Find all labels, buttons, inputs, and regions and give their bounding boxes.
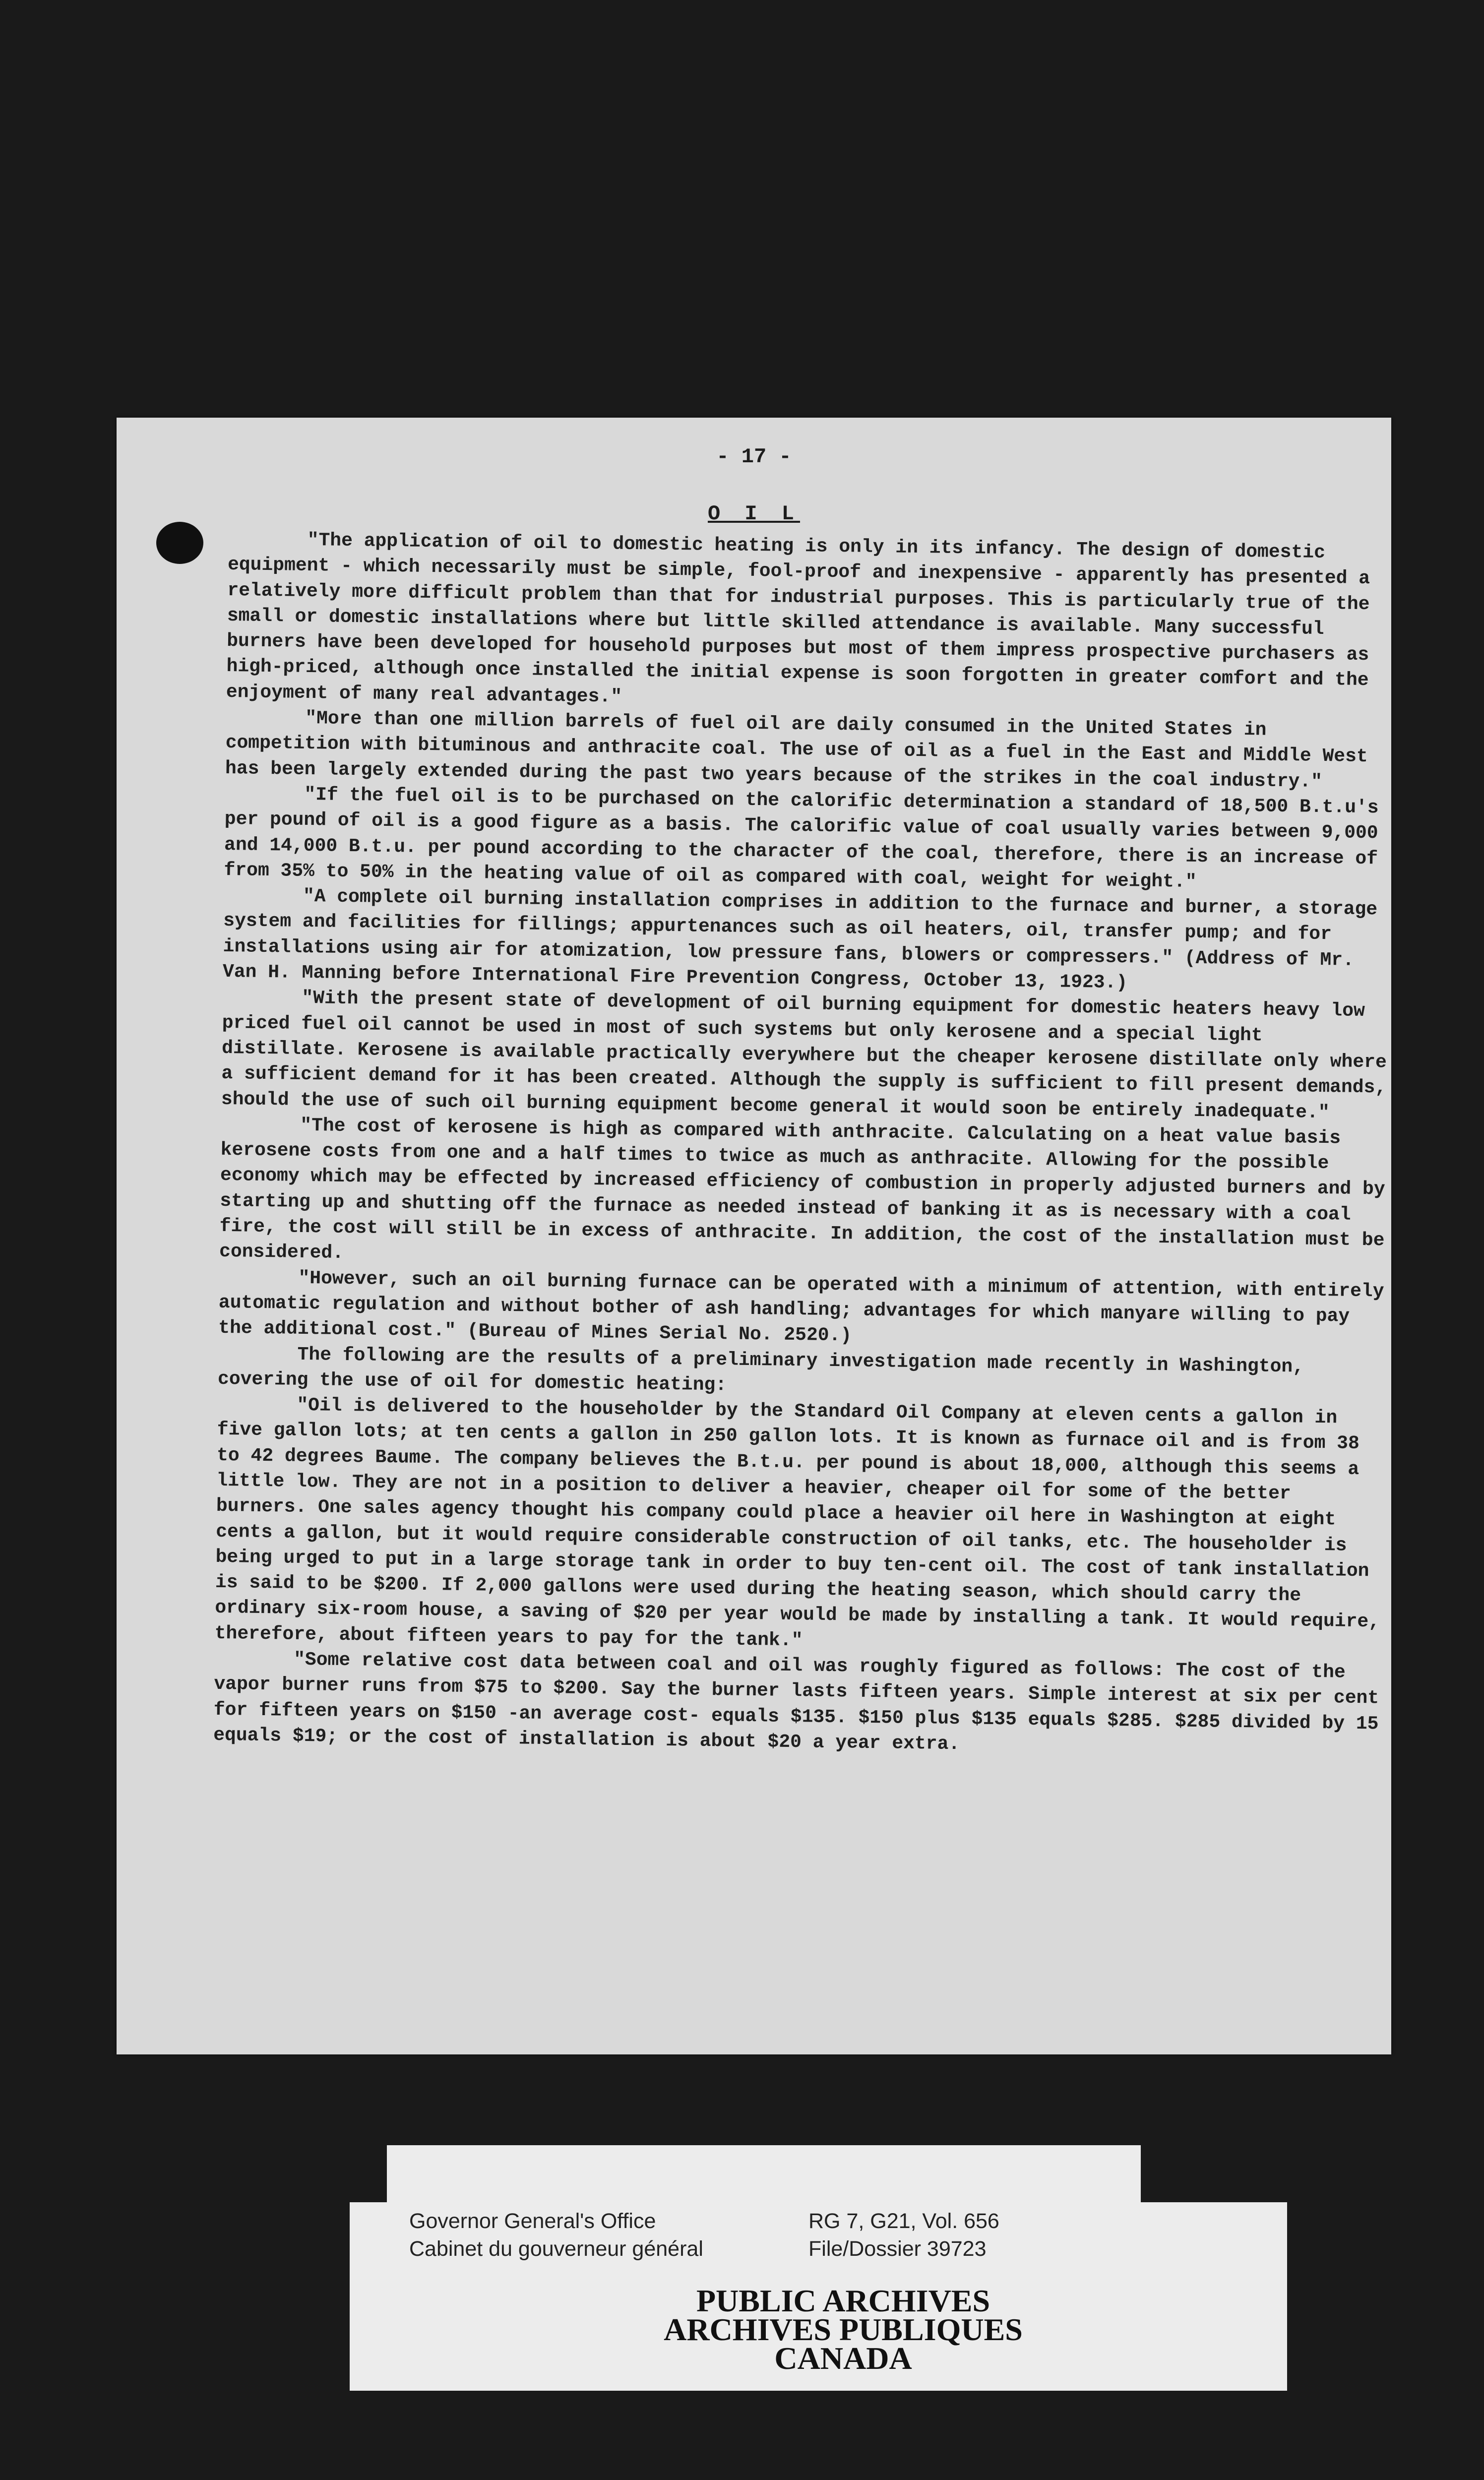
archive-reference-block xyxy=(808,2207,999,2263)
archive-stamp-line: ARCHIVES PUBLIQUES xyxy=(664,2312,1023,2347)
paragraph: "The application of oil to domestic heating is only in its infancy. The design of domestic equipment - which necessarily must be simple, fool-proof and inexpensive - apparently has presented a relatively more difficult problem than that for industrial purposes. This is particularly true of the small or domestic installations where but little skilled attendance is available. Many successful burners have been developed for household purposes but most of them impress prospective purchasers as high-priced, although once installed the initial expense is soon forgotten in greater comfort and the enjoyment of many real advantages." xyxy=(226,529,1370,708)
archive-file-number: File/Dossier 39723 xyxy=(808,2237,987,2261)
punch-hole-mark xyxy=(156,522,203,564)
page-number: - 17 - xyxy=(716,445,792,469)
paragraph: "If the fuel oil is to be purchased on the calorific determination a standard of 18,500 B.t.u's per pound of oil is a good figure as a basis. The calorific value of coal usually varies between 9,000 and 14,000 B.t.u. per pound according to the character of the coal, therefore, there is an increase of from 35% to 50% in the heating value of oil as compared with coal, weight for weight." xyxy=(224,784,1379,893)
paragraph: "Oil is delivered to the householder by the Standard Oil Company at eleven cents a gallon in five gallon lots; at ten cents a gallon in 250 gallon lots. It is known as furnace oil and is from 38 to 42 degrees Baume. The company believes the B.t.u. per pound is about 18,000, although this seems a little low. They are not in a position to deliver a heavier, cheaper oil for some of the better burners. One sales agency thought his company could place a heavier oil here in Washington at eight cents a gallon, but it would require considerable construction of oil tanks, etc. The householder is being urged to put in a large storage tank in order to buy ten-cent oil. The cost of tank installation is said to be $200. If 2,000 gallons were used during the heating season, which should carry the ordinary six-room house, a saving of $20 per year would be made by installing a tank. It would require, therefore, about fifteen years to pay for the tank." xyxy=(214,1394,1380,1652)
document-page xyxy=(117,418,1391,2054)
paragraph: "However, such an oil burning furnace can be operated with a minimum of attention, with entirely automatic regulation and without bother of ash handling; advantages for which manyare willing to pay the additional cost." (Bureau of Mines Serial No. 2520.) xyxy=(218,1267,1384,1347)
paragraph: "More than one million barrels of fuel oil are daily consumed in the United States in competition with bituminous and anthracite coal. The use of oil as a fuel in the East and Middle West has been largely extended during the past two years because of the strikes in the coal industry." xyxy=(225,708,1368,793)
page-title: O I L xyxy=(707,502,801,526)
archive-stamp-line: CANADA xyxy=(774,2341,912,2376)
paragraph: The following are the results of a preliminary investigation made recently in Washington, covering the use of oil for domestic heating: xyxy=(217,1344,1304,1396)
paragraph: "A complete oil burning installation comprises in addition to the furnace and burner, a storage system and facilities for fillings; appurtenances such as oil heaters, oil, transfer pump; and for installations using air for atomization, low pressure fans, blowers or compressers." (Address of Mr. Van H. Manning before International Fire Prevention Congress, October 13, 1923.) xyxy=(222,886,1378,994)
archive-office-block xyxy=(409,2207,703,2263)
document-body xyxy=(213,527,1399,1762)
archive-office-fr: Cabinet du gouverneur général xyxy=(409,2237,703,2261)
paragraph: "The cost of kerosene is high as compared with anthracite. Calculating on a heat value basis kerosene costs from one and a half times to twice as much as anthracite. Allowing for the possible economy which may be effected by increased efficiency of combustion in properly adjusted burners and by starting up and shutting off the furnace as needed instead of banking it as is necessary with a coal fire, the cost will still be in excess of anthracite. In addition, the cost of the installation must be considered. xyxy=(219,1115,1385,1264)
archive-stamp xyxy=(446,2283,1240,2376)
archive-stamp-line: PUBLIC ARCHIVES xyxy=(696,2283,990,2318)
archive-office-en: Governor General's Office xyxy=(409,2209,656,2233)
archive-record-group: RG 7, G21, Vol. 656 xyxy=(808,2209,999,2233)
paragraph: "Some relative cost data between coal and oil was roughly figured as follows: The cost of the vapor burner runs from $75 to $200. Say the burner lasts fifteen years. Simple interest at six per cent for fifteen years on $150 -an average cost- equals $135. $150 plus $135 equals $285. $285 divided by 15 equals $19; or the cost of installation is about $20 a year extra. xyxy=(213,1649,1379,1755)
paragraph: "With the present state of development of oil burning equipment for domestic heaters heavy low priced fuel oil cannot be used in most of such systems but only kerosene and a special light distillate. Kerosene is available practically everywhere but the cheaper kerosene distillate only where a sufficient demand for it has been created. Although the supply is sufficient to fill present demands, should the use of such oil burning equipment become general it would soon be entirely inadequate." xyxy=(221,988,1387,1123)
